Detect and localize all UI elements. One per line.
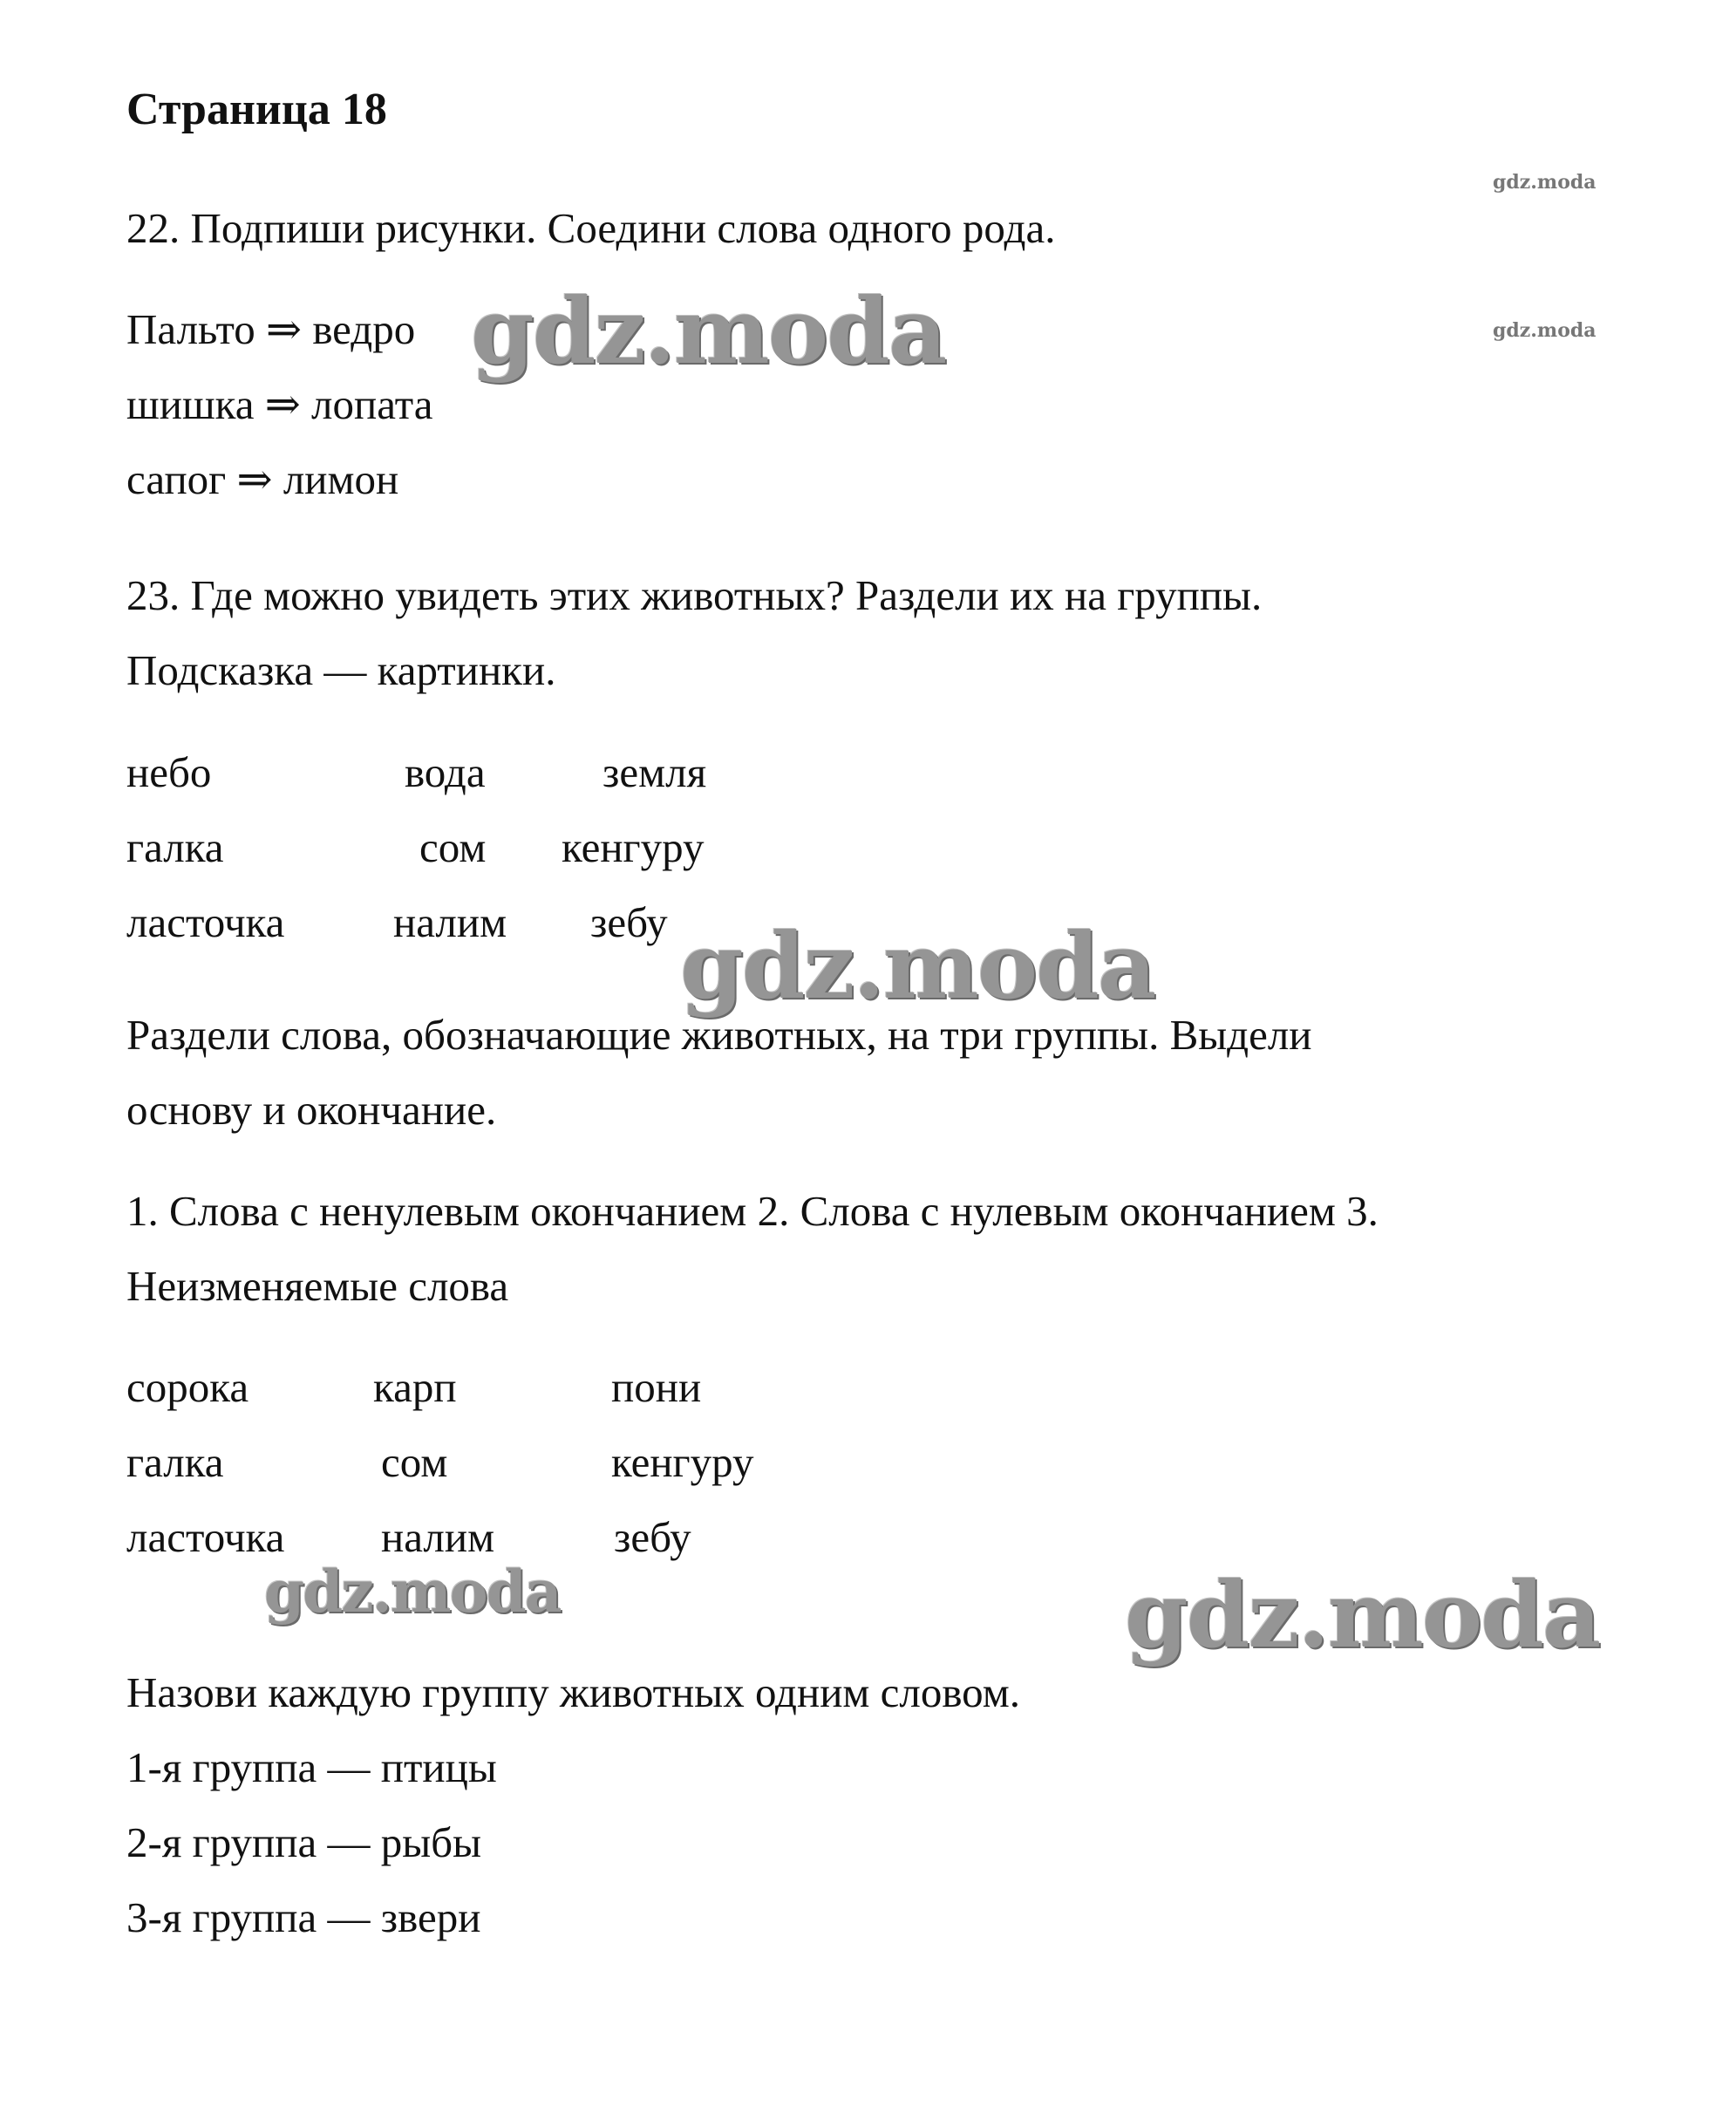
table2-cell: пони bbox=[611, 1363, 702, 1411]
watermark-small: gdz.moda bbox=[1493, 319, 1596, 342]
watermark-small: gdz.moda bbox=[1493, 171, 1596, 194]
instruction-line: Раздели слова, обозначающие животных, на три группы. Выдели bbox=[126, 1011, 1312, 1059]
table1-cell: налим bbox=[393, 898, 507, 946]
watermark: gdz.moda bbox=[680, 912, 1155, 1019]
table2-cell: кенгуру bbox=[611, 1438, 754, 1486]
table1-header: вода bbox=[405, 748, 486, 796]
task22-heading: 22. Подпиши рисунки. Соедини слова одного рода. bbox=[126, 204, 1056, 252]
table2-cell: галка bbox=[126, 1438, 224, 1486]
table2-cell: зебу bbox=[614, 1513, 691, 1561]
watermark: gdz.moda bbox=[471, 277, 946, 385]
table2-cell: карп bbox=[373, 1363, 457, 1411]
answer-line: 2-я группа — рыбы bbox=[126, 1818, 482, 1866]
task23-heading: 23. Где можно увидеть этих животных? Раздели их на группы. bbox=[126, 571, 1263, 619]
page-title: Страница 18 bbox=[126, 85, 387, 134]
table2-cell: ласточка bbox=[126, 1513, 285, 1561]
table2-cell: сом bbox=[381, 1438, 448, 1486]
table1-header: небо bbox=[126, 748, 212, 796]
answer-line: 3-я группа — звери bbox=[126, 1893, 481, 1941]
table1-header: земля bbox=[602, 748, 707, 796]
table1-cell: сом bbox=[419, 823, 487, 871]
watermark: gdz.moda bbox=[264, 1558, 561, 1626]
table1-cell: зебу bbox=[590, 898, 668, 946]
table2-cell: налим bbox=[381, 1513, 495, 1561]
table1-cell: галка bbox=[126, 823, 224, 871]
watermark: gdz.moda bbox=[1125, 1561, 1600, 1668]
task22-line: шишка ⇒ лопата bbox=[126, 380, 433, 428]
task22-line: сапог ⇒ лимон bbox=[126, 455, 399, 503]
groups-description: 1. Слова с ненулевым окончанием 2. Слова с нулевым окончанием 3. bbox=[126, 1187, 1379, 1235]
table2-cell: сорока bbox=[126, 1363, 249, 1411]
task22-line: Пальто ⇒ ведро bbox=[126, 305, 416, 353]
groups-description: Неизменяемые слова bbox=[126, 1262, 509, 1310]
name-groups-prompt: Назови каждую группу животных одним словом. bbox=[126, 1668, 1021, 1716]
table1-cell: ласточка bbox=[126, 898, 285, 946]
answer-line: 1-я группа — птицы bbox=[126, 1743, 497, 1791]
task23-hint: Подсказка — картинки. bbox=[126, 646, 556, 694]
instruction-line: основу и окончание. bbox=[126, 1086, 497, 1134]
table1-cell: кенгуру bbox=[562, 823, 705, 871]
